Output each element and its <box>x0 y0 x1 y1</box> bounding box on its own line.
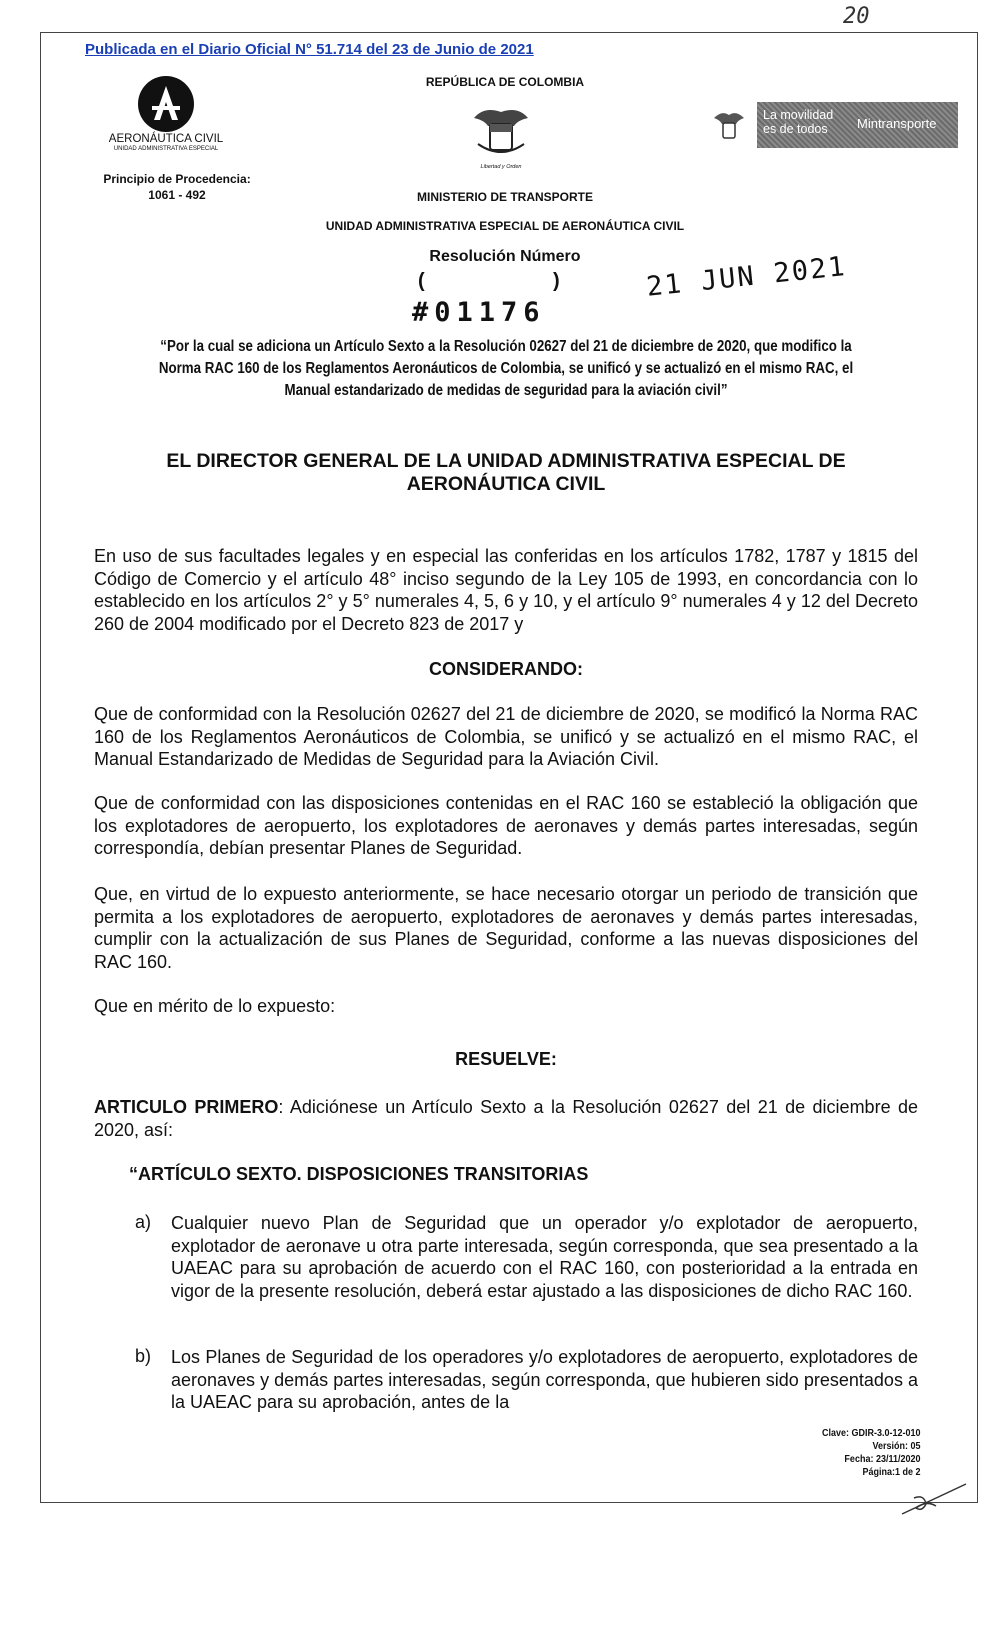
item-b-text: Los Planes de Seguridad de los operadores y/o explotadores de aeropuerto, explotadores de aeronaves y demás partes interesadas, según corresponda, que hubieren sido presentados a la UAEAC para su aprobación, antes de la <box>171 1347 918 1412</box>
slogan-line-1: La movilidad <box>763 108 834 122</box>
republic-title: REPÚBLICA DE COLOMBIA <box>425 75 585 89</box>
aerocivil-logo-icon <box>138 76 194 132</box>
item-b-marker: b) <box>135 1346 152 1366</box>
consideration-4: Que en mérito de lo expuesto: <box>94 996 336 1016</box>
article-first-text: : Adiciónese un Artículo Sexto a la Resolución 02627 del 21 de diciembre de 2020, así: <box>94 1097 918 1140</box>
director-heading-line-2: AERONÁUTICA CIVIL <box>406 473 606 495</box>
handwritten-initial-icon <box>900 1480 970 1520</box>
motto: Libertad y Orden <box>480 164 522 170</box>
consideration-2: Que de conformidad con las disposiciones contenidas en el RAC 160 se estableció la obligación que los explotadores de aeropuerto, los explotadores de aeronaves y demás partes interesadas, según correspondía, debían presentar Planes de Seguridad. <box>94 793 918 858</box>
paren-open: ( <box>418 270 425 292</box>
article-first <box>94 1096 918 1141</box>
resolution-number: #01176 <box>412 297 546 328</box>
paren-close: ) <box>553 270 560 292</box>
publication-note[interactable]: Publicada en el Diario Oficial N° 51.714 del 23 de Junio de 2021 <box>85 41 534 58</box>
article-sixth-heading: “ARTÍCULO SEXTO. DISPOSICIONES TRANSITORIAS <box>129 1164 589 1184</box>
resuelve-heading: RESUELVE: <box>455 1049 557 1069</box>
consideration-1: Que de conformidad con la Resolución 02627 del 21 de diciembre de 2020, se modificó la Norma RAC 160 de los Reglamentos Aeronáuticos de Colombia, se unificó y se actualizó en el mismo RAC, el Manual Estandarizado de Medidas de Seguridad para la Aviación Civil. <box>94 704 918 769</box>
resolution-title: “Por la cual se adiciona un Artículo Sexto a la Resolución 02627 del 21 de diciembre de 2020, que modifico la Norma RAC 160 de los Reglamentos Aeronáuticos de Colombia, se unificó y se actualizó en el mismo RAC, el Manual estandarizado de medidas de seguridad para la aviación civil” <box>158 338 854 399</box>
slogan-line-2: es de todos <box>763 122 828 136</box>
item-a-text: Cualquier nuevo Plan de Seguridad que un operador y/o explotador de aeropuerto, explotador de aeronave u otra parte interesada, según corresponda, que sea presentado a la UAEAC para su aprobación de acuerdo con el RAC 160, con posterioridad a la entrada en vigor de la presente resolución, deberá estar ajustado a las disposiciones de dicho RAC 160. <box>171 1213 918 1301</box>
mintransporte-banner <box>757 102 958 148</box>
org-name: AERONÁUTICA CIVIL <box>108 133 224 145</box>
procedencia-label: Principio de Procedencia: <box>103 172 251 186</box>
footer-pagina: Página:1 de 2 <box>861 1467 920 1478</box>
item-a-marker: a) <box>135 1212 152 1232</box>
consideration-3: Que, en virtud de lo expuesto anteriormente, se hace necesario otorgar un periodo de transición que permita a los explotadores de aeropuerto, explotadores de aeronaves y demás partes interesadas, cumplir con la actualización de sus Planes de Seguridad, conforme a las nuevas disposiciones del RAC 160. <box>94 884 918 972</box>
procedencia-value: 1061 - 492 <box>148 188 206 202</box>
org-subtitle: UNIDAD ADMINISTRATIVA ESPECIAL <box>113 146 219 152</box>
considerando-heading: CONSIDERANDO: <box>428 659 583 679</box>
handwritten-page-note: 20 <box>843 4 870 29</box>
small-shield-icon <box>712 110 746 144</box>
footer-fecha: Fecha: 23/11/2020 <box>843 1454 920 1465</box>
unit-name: UNIDAD ADMINISTRATIVA ESPECIAL DE AERONÁUTICA CIVIL <box>325 219 685 233</box>
footer-version: Versión: 05 <box>871 1441 920 1452</box>
footer-clave: Clave: GDIR-3.0-12-010 <box>821 1428 920 1439</box>
coat-of-arms-icon <box>468 104 534 160</box>
footer-code <box>821 1427 920 1479</box>
ministry-name: MINISTERIO DE TRANSPORTE <box>416 190 593 204</box>
director-heading-line-1: EL DIRECTOR GENERAL DE LA UNIDAD ADMINISTRATIVA ESPECIAL DE <box>166 450 846 472</box>
resolution-date-stamp: 21 JUN 2021 <box>645 251 848 303</box>
intro-paragraph: En uso de sus facultades legales y en especial las conferidas en los artículos 1782, 1787 y 1815 del Código de Comercio y el artículo 48° inciso segundo de la Ley 105 de 1993, en concordancia con lo establecido en los artículos 2° y 5° numerales 4, 5, 6 y 10, y el artículo 9° numerales 4 y 12 del Decreto 260 de 2004 modificado por el Decreto 823 de 2017 y <box>94 546 918 634</box>
resolution-label: Resolución Número <box>429 248 581 265</box>
mintransporte-brand: Mintransporte <box>857 116 937 131</box>
article-first-label: ARTICULO PRIMERO <box>94 1097 279 1117</box>
